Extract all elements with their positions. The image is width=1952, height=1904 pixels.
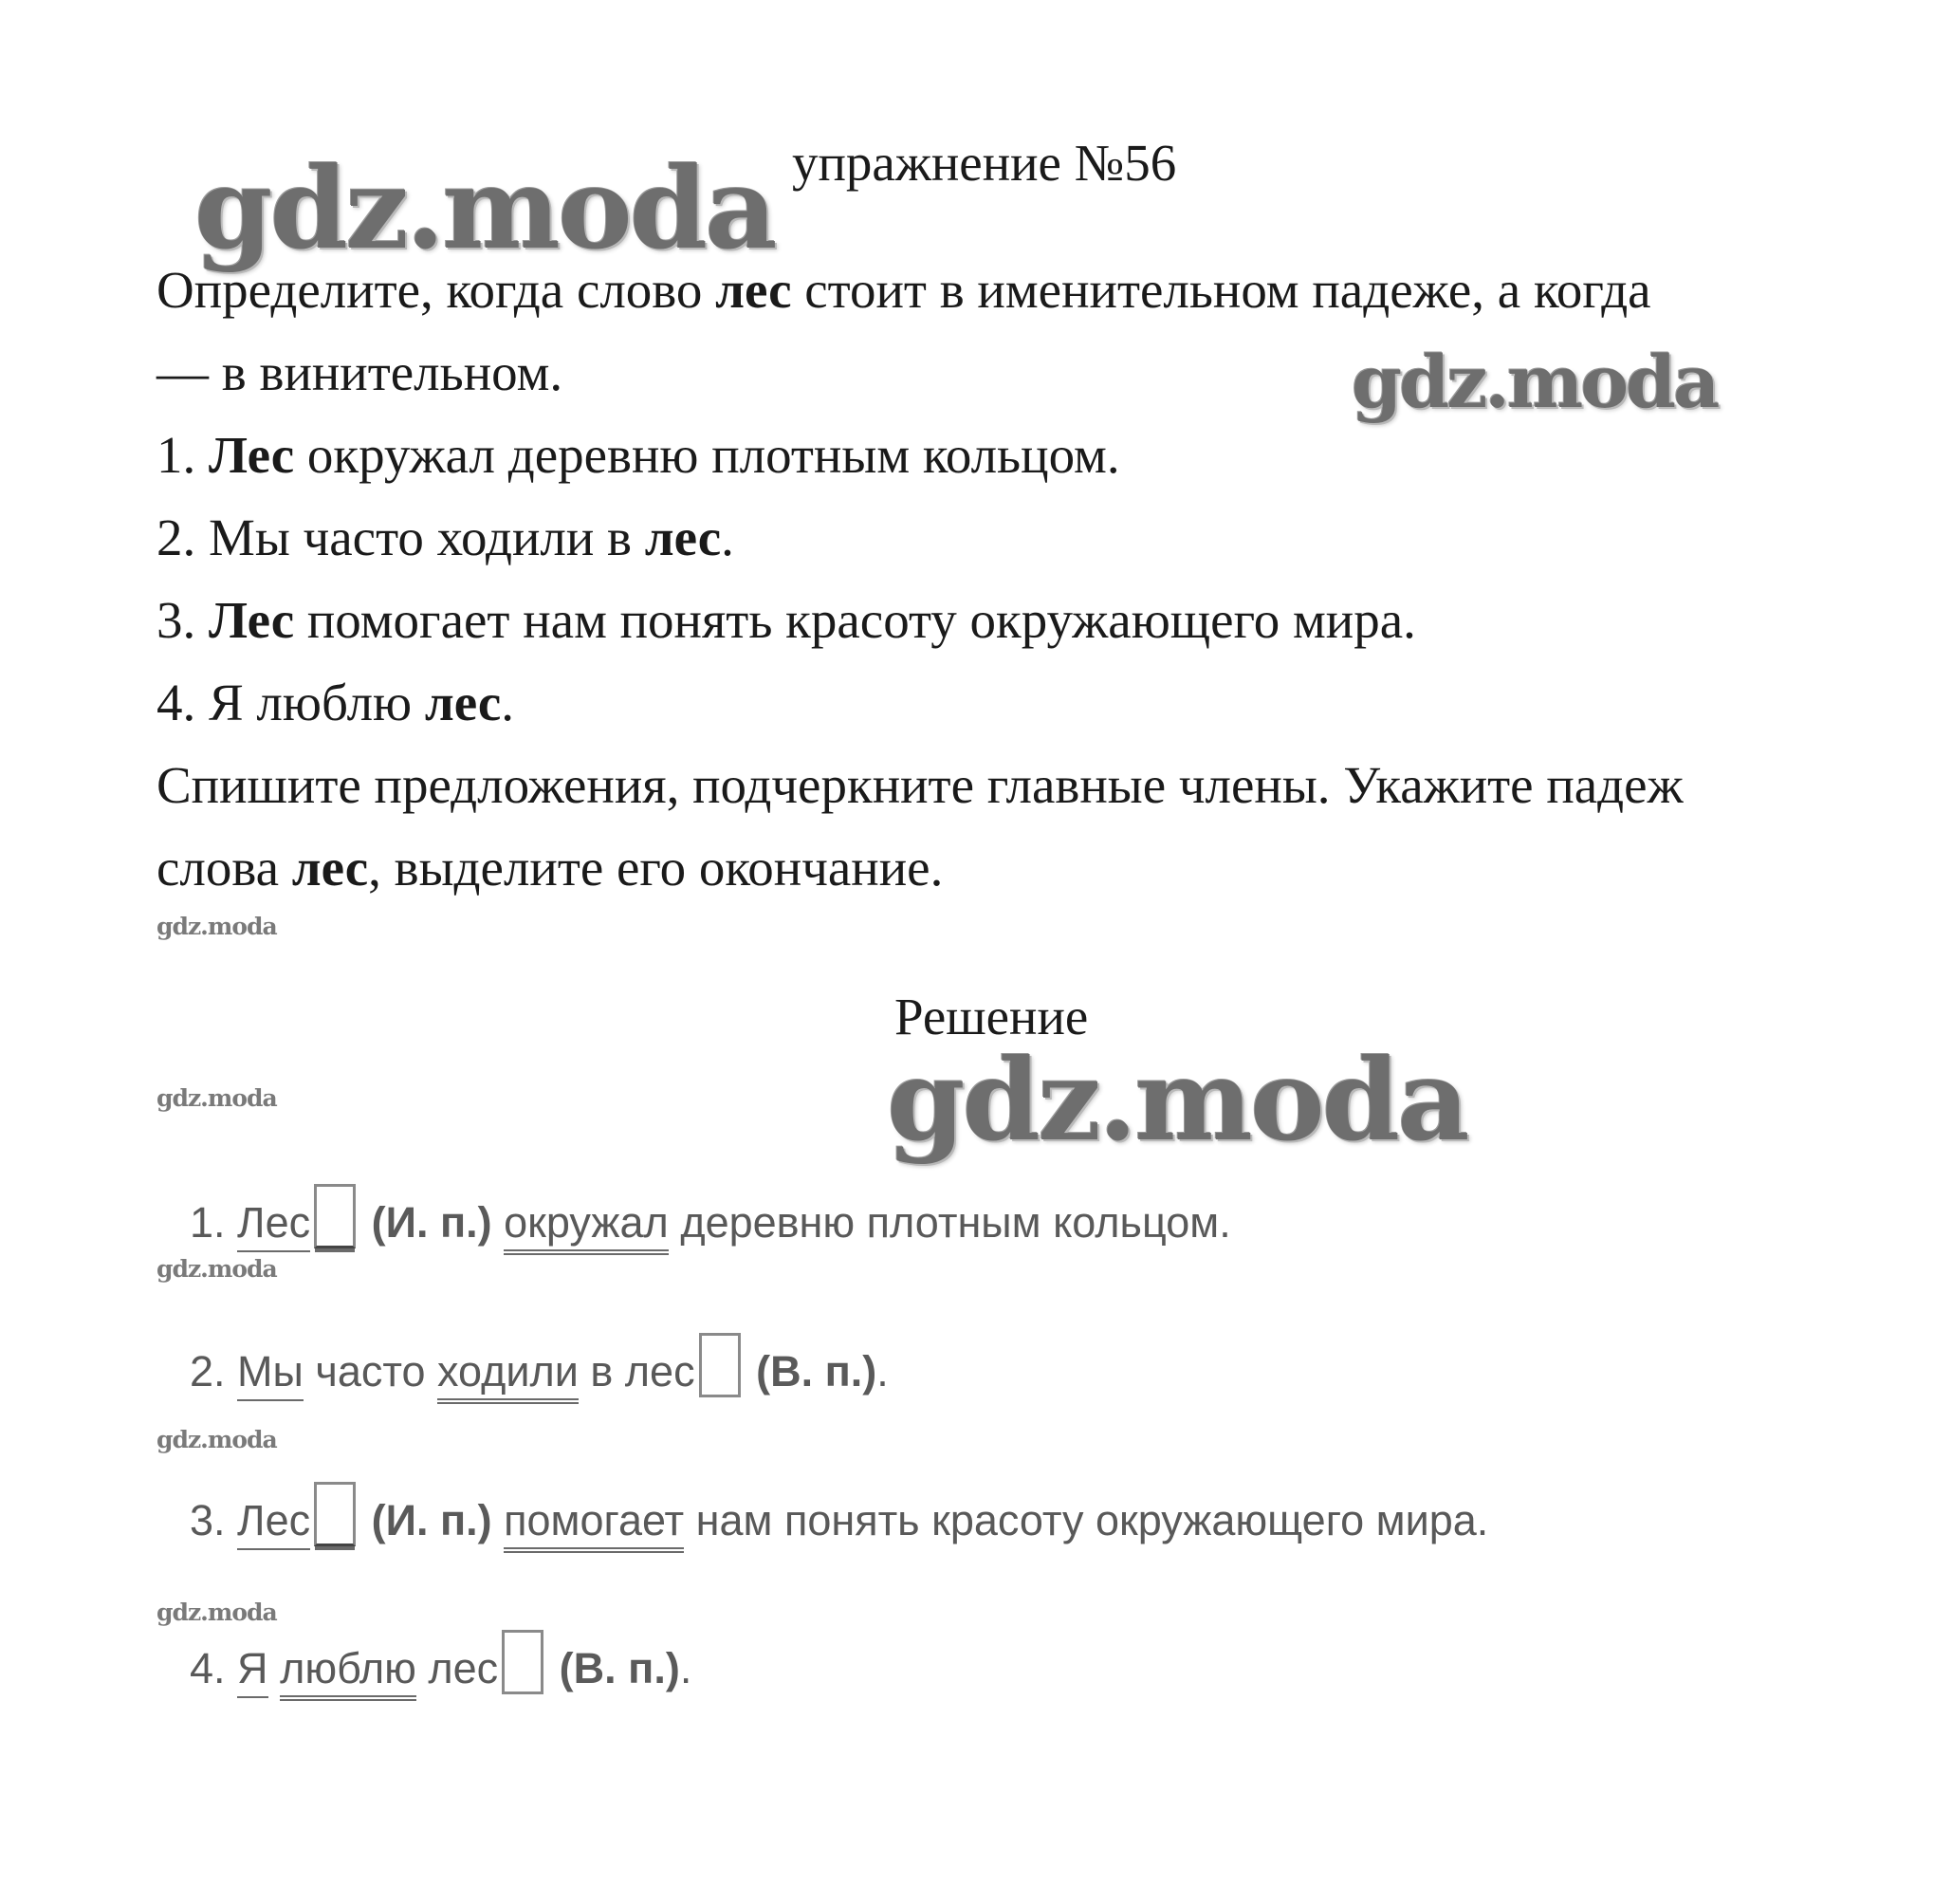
watermark-small: gdz.moda [157, 913, 277, 940]
task-line-1: Определите, когда слово лес стоит в именительном падеже, а когда [157, 261, 1651, 319]
predicate: окружал [504, 1198, 669, 1255]
watermark-small: gdz.moda [157, 1084, 277, 1112]
task-sentence-2: 2. Мы часто ходили в лес. [157, 508, 734, 566]
task-sentence-4: 4. Я люблю лес. [157, 674, 514, 731]
solution-heading: Решение [894, 988, 1089, 1045]
ending-box [699, 1333, 741, 1397]
watermark-small: gdz.moda [157, 1599, 277, 1626]
task-sentence-1: 1. Лес окружал деревню плотным кольцом. [157, 426, 1120, 484]
watermark-small: gdz.moda [157, 1426, 277, 1453]
predicate: ходили [437, 1347, 579, 1404]
solution-sentence-4: 4. Я люблю лес (В. п.). [190, 1630, 691, 1697]
solution-sentence-1: 1. Лес (И. п.) окружал деревню плотным кольцом. [190, 1184, 1231, 1251]
watermark-small: gdz.moda [157, 1255, 277, 1283]
subject: Лес [237, 1198, 310, 1252]
task-line-2: — в винительном. [157, 343, 563, 401]
exercise-title: упражнение №56 [792, 134, 1177, 192]
task-sentence-3: 3. Лес помогает нам понять красоту окружающего мира. [157, 591, 1416, 649]
ending-box [502, 1630, 543, 1694]
solution-sentence-2: 2. Мы часто ходили в лес (В. п.). [190, 1333, 889, 1400]
solution-sentence-3: 3. Лес (И. п.) помогает нам понять красоту окружающего мира. [190, 1482, 1488, 1549]
subject: Лес [237, 1496, 310, 1550]
ending-box [314, 1184, 356, 1248]
predicate: люблю [280, 1644, 416, 1701]
instruction-line-2: слова лес, выделите его окончание. [157, 839, 944, 897]
subject: Я [237, 1644, 268, 1698]
ending-box [314, 1482, 356, 1546]
watermark-logo: gdz.moda [887, 1034, 1467, 1166]
watermark-logo: gdz.moda [194, 142, 775, 274]
subject: Мы [237, 1347, 304, 1401]
instruction-line-1: Спишите предложения, подчеркните главные члены. Укажите падеж [157, 756, 1684, 814]
watermark-logo: gdz.moda [1352, 340, 1718, 424]
predicate: помогает [504, 1496, 684, 1553]
